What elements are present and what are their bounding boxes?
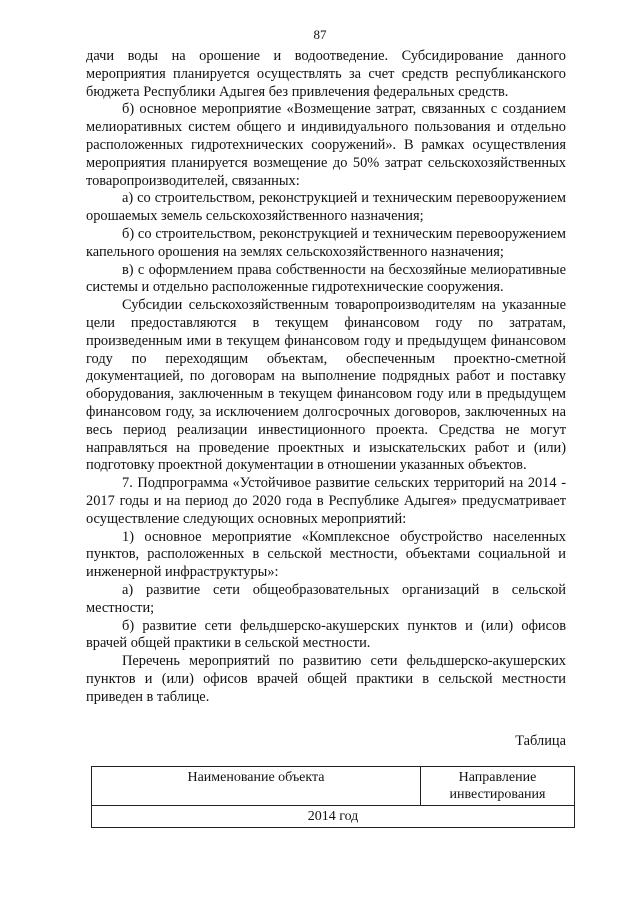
paragraph: а) со строительством, реконструкцией и техническим перевооружением орошаемых земель сельскохозяйственного назначения; — [86, 190, 566, 225]
table-caption: Таблица — [515, 733, 566, 749]
document-body — [86, 48, 566, 706]
objects-table — [91, 766, 575, 828]
paragraph: 7. Подпрограмма «Устойчивое развитие сельских территорий на 2014 - 2017 годы и на период до 2020 года в Республике Адыгея» предусматривает осуществление следующих основных мероприятий: — [86, 475, 566, 527]
paragraph: б) со строительством, реконструкцией и техническим перевооружением капельного орошения на землях сельскохозяйственного назначения; — [86, 225, 566, 260]
paragraph: б) основное мероприятие «Возмещение затрат, связанных с созданием мелиоративных систем общего и индивидуального пользования и отдельно расположенных гидротехнических сооружений». В рамках осуществления мероприятия планируется возмещение до 50% затрат сельскохозяйственных товаропроизводителей, связанных: — [86, 101, 566, 189]
column-header-investment-direction: Направление инвестирования — [421, 767, 575, 806]
column-header-object-name: Наименование объекта — [92, 767, 421, 806]
paragraph: Перечень мероприятий по развитию сети фельдшерско-акушерских пунктов и (или) офисов врачей общей практики в сельской местности приведен в таблице. — [86, 653, 566, 705]
paragraph: Субсидии сельскохозяйственным товаропроизводителям на указанные цели предоставляются в текущем финансовом году по затратам, произведенным ими в текущем финансовом году и предыдущем финансовом году по переходящим объектам, обеспеченным проектно-сметной документацией, по договорам на выполнение подрядных работ и поставку оборудования, заключенным в текущем финансовом году или в предыдущем финансовом году, за исключением долгосрочных договоров, заключенных на весь период реализации инвестиционного проекта. Средства не могут направляться на проведение проектных и изыскательских работ и (или) подготовку проектной документации в отношении указанных объектов. — [86, 297, 566, 474]
table-header-row — [92, 767, 575, 806]
paragraph: а) развитие сети общеобразовательных организаций в сельской местности; — [86, 581, 566, 616]
paragraph: 1) основное мероприятие «Комплексное обустройство населенных пунктов, расположенных в сельской местности, объектами социальной и инженерной инфраструктуры»: — [86, 528, 566, 581]
paragraph: б) развитие сети фельдшерско-акушерских пунктов и (или) офисов врачей общей практики в сельской местности. — [86, 617, 566, 652]
paragraph: дачи воды на орошение и водоотведение. Субсидирование данного мероприятия планируется осуществлять за счет средств республиканского бюджета Республики Адыгея без привлечения федеральных средств. — [86, 48, 566, 100]
year-row-cell: 2014 год — [92, 806, 575, 828]
table-row — [92, 806, 575, 828]
paragraph: в) с оформлением права собственности на бесхозяйные мелиоративные системы и отдельно расположенные гидротехнические сооружения. — [86, 261, 566, 296]
page-number: 87 — [313, 27, 327, 42]
